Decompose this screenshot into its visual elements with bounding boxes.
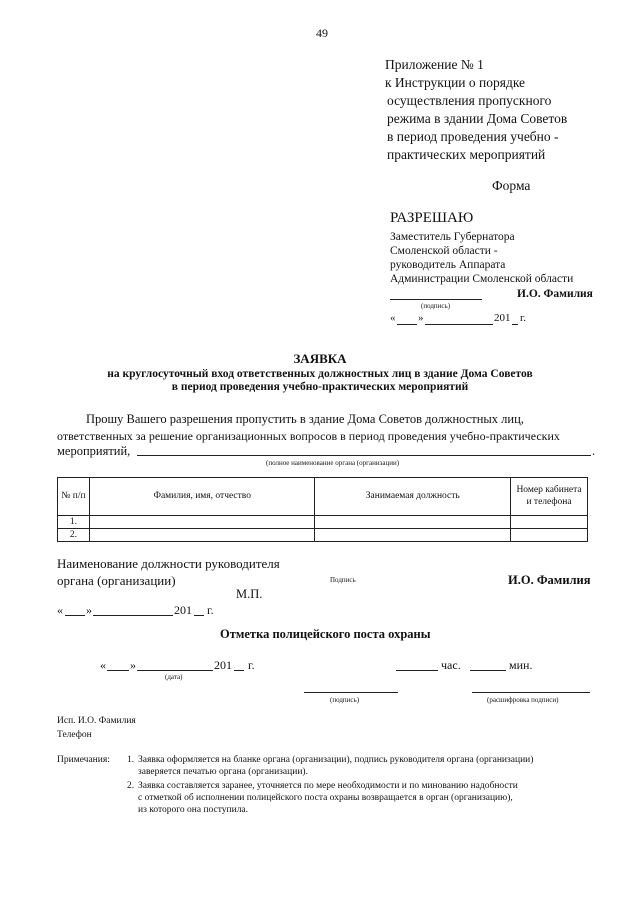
form-label: Форма	[492, 178, 531, 193]
note-text: из которого она поступила.	[138, 805, 249, 815]
column-header: Занимаемая должность	[315, 478, 511, 516]
appendix-line: в период проведения учебно -	[387, 129, 559, 144]
title-line1: на круглосуточный вход ответственных должностных лиц в здание Дома Советов	[107, 368, 533, 380]
note-number: 2.	[127, 781, 135, 791]
table-cell	[511, 516, 588, 529]
title-line2: в период проведения учебно-практических мероприятий	[171, 381, 469, 393]
table-header-row	[58, 478, 588, 516]
year-line	[512, 324, 518, 325]
month-line	[93, 615, 173, 616]
request-line: мероприятий,	[57, 444, 131, 458]
table-cell	[89, 529, 315, 542]
decode-caption: (расшифровка подписи)	[487, 696, 559, 704]
day-line	[107, 670, 129, 671]
appendix-line: осуществления пропускного	[387, 93, 552, 108]
note-text: с отметкой об исполнении полицейского поста охраны возвращается в орган (организацию),	[138, 793, 513, 803]
note-text: Заявка оформляется на бланке органа (организации), подпись руководителя органа (организации)	[138, 755, 534, 765]
approver-name: И.О. Фамилия	[517, 288, 593, 300]
head-position-line: органа (организации)	[57, 573, 176, 588]
date-quote-close: »	[86, 603, 92, 617]
request-line: ответственных за решение организационных вопросов в период проведения учебно-практических	[57, 429, 560, 443]
column-header: Фамилия, имя, отчество	[89, 478, 315, 516]
date-suffix: г.	[207, 603, 214, 617]
table-cell	[511, 529, 588, 542]
signature-line	[390, 299, 482, 300]
date-quote-close: »	[130, 658, 136, 672]
hour-label: час.	[441, 658, 461, 672]
organization-line	[137, 455, 591, 456]
date-year: 201	[174, 603, 192, 617]
title-main: ЗАЯВКА	[293, 351, 347, 366]
date-quote-open: «	[57, 603, 63, 617]
table-row	[58, 516, 588, 529]
table-cell	[315, 529, 511, 542]
day-line	[397, 324, 417, 325]
day-line	[65, 615, 85, 616]
table-cell	[89, 516, 315, 529]
page-number: 49	[316, 26, 328, 40]
appendix-line: к Инструкции о порядке	[385, 75, 526, 90]
table-row	[58, 529, 588, 542]
date-quote-close: »	[418, 312, 424, 324]
approval-line: Смоленской области -	[390, 245, 498, 257]
date-year: 201	[494, 312, 511, 324]
approval-line: руководитель Аппарата	[390, 259, 506, 271]
signature-caption: (подпись)	[421, 302, 451, 310]
year-line	[234, 670, 244, 671]
organization-caption: (полное наименование органа (организации)	[266, 459, 400, 467]
table-cell: 2.	[58, 529, 90, 542]
note-number: 1.	[127, 755, 135, 765]
minute-line	[470, 670, 506, 671]
minute-label: мин.	[509, 658, 533, 672]
table-cell: 1.	[58, 516, 90, 529]
title-block	[0, 351, 640, 393]
note-text: Заявка составляется заранее, уточняется по мере необходимости и по минованию надобности	[138, 781, 518, 791]
signature-line	[304, 692, 398, 693]
police-heading: Отметка полицейского поста охраны	[220, 627, 431, 641]
executor-name: Исп. И.О. Фамилия	[57, 716, 136, 726]
notes-label: Примечания:	[57, 755, 110, 765]
hour-line	[396, 670, 438, 671]
appendix-line: режима в здании Дома Советов	[387, 111, 568, 126]
executor-phone: Телефон	[57, 730, 92, 740]
month-line	[425, 324, 493, 325]
request-line: Прошу Вашего разрешения пропустить в здание Дома Советов должностных лиц,	[86, 412, 524, 426]
note-text: заверяется печатью органа (организации).	[138, 767, 308, 777]
date-suffix: г.	[520, 312, 527, 324]
appendix-line: практических мероприятий	[387, 147, 546, 162]
decode-line	[472, 692, 590, 693]
signature-caption: (подпись)	[330, 696, 360, 704]
date-caption: (дата)	[165, 673, 183, 681]
approval-heading: РАЗРЕШАЮ	[390, 210, 474, 226]
seal-label: М.П.	[236, 587, 263, 601]
date-suffix: г.	[248, 658, 255, 672]
column-header: Номер кабинета и телефона	[511, 478, 588, 516]
date-year: 201	[214, 658, 232, 672]
head-signature-label: Подпись	[330, 576, 356, 584]
head-position-line: Наименование должности руководителя	[57, 556, 280, 571]
appendix-line: Приложение № 1	[385, 57, 484, 72]
approval-line: Заместитель Губернатора	[390, 231, 515, 243]
head-name: И.О. Фамилия	[508, 573, 591, 587]
request-end: .	[592, 444, 596, 458]
column-header: № п/п	[58, 478, 90, 516]
month-line	[137, 670, 213, 671]
date-quote-open: «	[100, 658, 106, 672]
year-line	[194, 615, 204, 616]
table-cell	[315, 516, 511, 529]
officials-table	[57, 477, 588, 542]
date-quote-open: «	[390, 312, 396, 324]
approval-line: Администрации Смоленской области	[390, 273, 574, 285]
